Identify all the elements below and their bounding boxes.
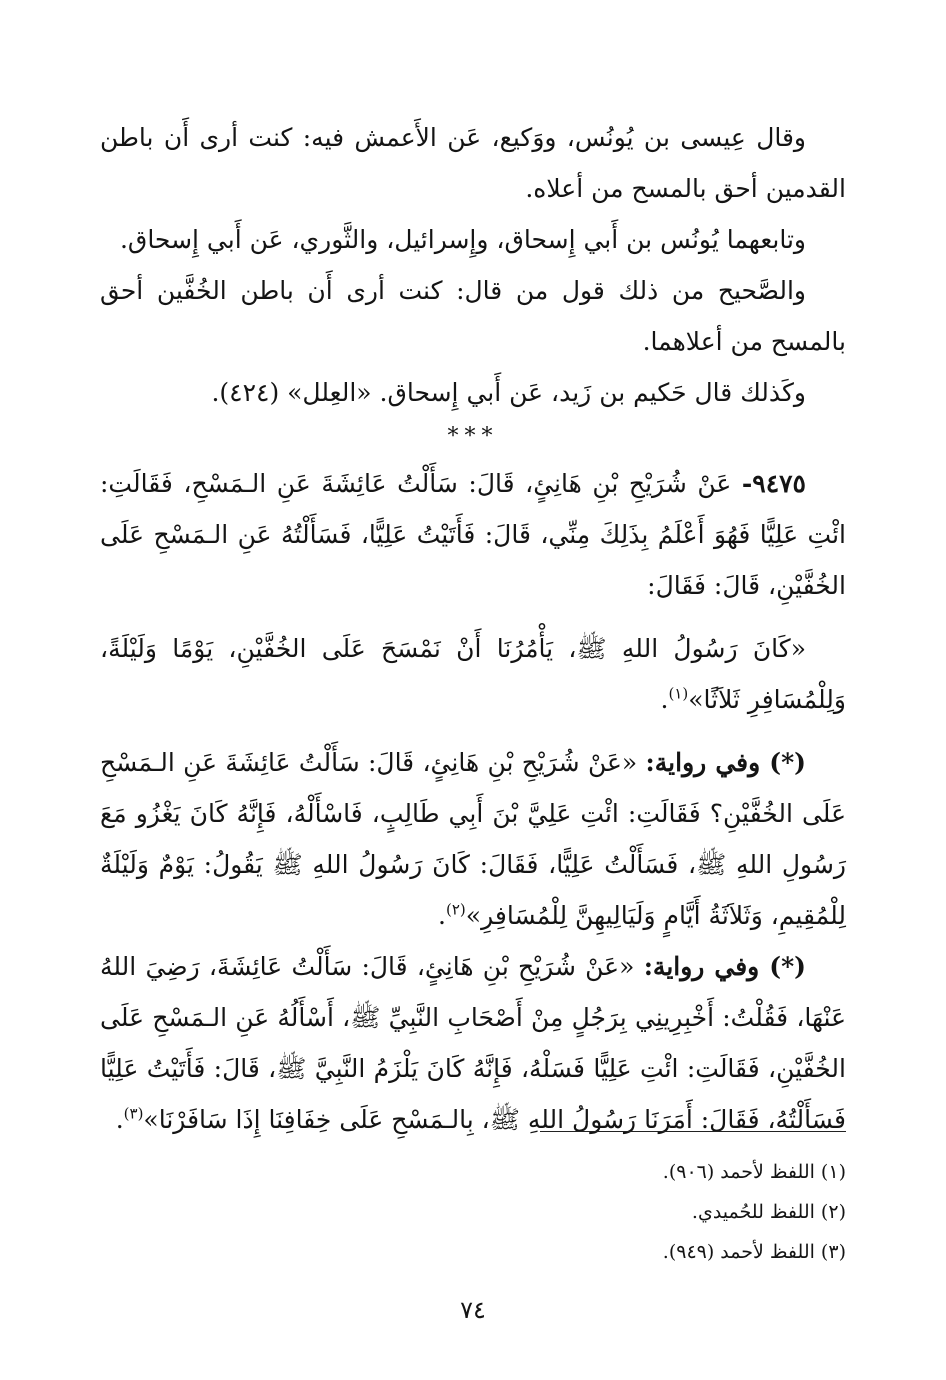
narration-1: (*) وفي رواية: «عَنْ شُرَيْحِ بْنِ هَانِئٍ، قَالَ: سَأَلْتُ عَائِشَةَ عَنِ الـمَسْحِ عَلَى الخُفَّيْنِ؟ فَقَالَتِ: ائْتِ عَلِيَّ بْنَ أَبِي طَالِبٍ، فَاسْأَلْهُ، فَإِنَّهُ كَانَ يَغْزُو مَعَ رَسُولِ اللهِ ﷺ، فَسَأَلْتُ عَلِيًّا، فَقَالَ: كَانَ رَسُولُ اللهِ ﷺ يَقُولُ: يَوْمٌ وَلَيْلَةٌ لِلْمُقِيمِ، وَثَلاَثَةُ أَيَّامٍ وَلَيَالِيهِنَّ لِلْمُسَافِرِ»$^{(٢)}$. <box>100 748 846 930</box>
hadith-main <box>100 458 846 611</box>
narration-text: «عَنْ شُرَيْحِ بْنِ هَانِئٍ، قَالَ: سَأَلْتُ عَائِشَةَ عَنِ الـمَسْحِ عَلَى الخُفَّيْنِ؟ فَقَالَتِ: ائْتِ عَلِيَّ بْنَ أَبِي طَالِبٍ، فَاسْأَلْهُ، فَإِنَّهُ كَانَ يَغْزُو مَعَ رَسُولِ اللهِ ﷺ، فَسَأَلْتُ عَلِيًّا، فَقَالَ: كَانَ رَسُولُ اللهِ ﷺ يَقُولُ: يَوْمٌ وَلَيْلَةٌ لِلْمُقِيمِ، وَثَلاَثَةُ أَيَّامٍ وَلَيَالِيهِنَّ لِلْمُسَافِرِ» <box>100 748 846 930</box>
footnote-2: (٢) اللفظ للحُميدي. <box>691 1201 846 1223</box>
footnote-ref-3: (٣) <box>123 1104 144 1123</box>
footnote-3: (٣) اللفظ لأحمد (٩٤٩). <box>662 1241 846 1263</box>
hadith-quote: «كَانَ رَسُولُ اللهِ ﷺ، يَأْمُرُنَا أَنْ نَمْسَحَ عَلَى الخُفَّيْنِ، يَوْمًا وَلَيْلَةً، وَلِلْمُسَافِرِ ثَلاَثًا»$^{(١)}$. <box>100 634 846 714</box>
footnote-1: (١) اللفظ لأحمد (٩٠٦). <box>662 1161 846 1183</box>
narration-marker: (*) وفي رواية: <box>643 952 807 981</box>
footnote-ref-2: (٢) <box>446 900 466 919</box>
section-separator: *** <box>447 424 499 449</box>
page-body <box>100 112 846 1145</box>
hadith-quote-text: «كَانَ رَسُولُ اللهِ ﷺ، يَأْمُرُنَا أَنْ نَمْسَحَ عَلَى الخُفَّيْنِ، يَوْمًا وَلَيْلَةً، وَلِلْمُسَافِرِ ثَلاَثًا» <box>100 634 846 714</box>
hadith-number: ٩٤٧٥- <box>741 469 806 498</box>
paragraph-hakim-ibn-zayd: وكَذلك قال حَكيم بن زَيد، عَن أَبي إِسحاق. «العِلل» (٤٢٤). <box>211 378 806 407</box>
paragraph-tabaahuma: وتابعهما يُونُس بن أَبي إِسحاق، وإِسرائيل، والثَّوري، عَن أَبي إِسحاق. <box>119 225 806 254</box>
hadith-text: عَنْ شُرَيْحِ بْنِ هَانِئٍ، قَالَ: سَأَلْتُ عَائِشَةَ عَنِ الـمَسْحِ، فَقَالَتِ: ائْتِ عَلِيًّا فَهُوَ أَعْلَمُ بِذَلِكَ مِنِّي، قَالَ: فَأَتَيْتُ عَلِيًّا، فَسَأَلْتُهُ عَنِ الـمَسْحِ عَلَى الخُفَّيْنِ، قَالَ: فَقَالَ: <box>100 469 846 600</box>
paragraph-isa-ibn-yunus: وقال عِيسى بن يُونُس، ووَكيع، عَن الأَعمش فيه: كنت أرى أَن باطن القدمين أحق بالمسح من أعلاه. <box>100 123 846 203</box>
footnote-ref-1: (١) <box>668 684 689 703</box>
page-number: ٧٤ <box>460 1296 486 1324</box>
footnotes <box>100 1152 846 1272</box>
paragraph-sahih: والصَّحيح من ذلك قول من قال: كنت أرى أَن باطن الخُفَّين أحق بالمسح من أعلاهما. <box>100 276 846 356</box>
narration-marker: (*) وفي رواية: <box>645 748 806 777</box>
narration-text: «عَنْ شُرَيْحِ بْنِ هَانِئٍ، قَالَ: سَأَلْتُ عَائِشَةَ، رَضِيَ اللهُ عَنْهَا، فَقُلْتُ: أَخْبِرِينِي بِرَجُلٍ مِنْ أَصْحَابِ النَّبِيِّ ﷺ، أَسْأَلُهُ عَنِ الـمَسْحِ عَلَى الخُفَّيْنِ، فَقَالَتِ: ائْتِ عَلِيًّا فَسَلْهُ، فَإِنَّهُ كَانَ يَلْزَمُ النَّبِيَّ ﷺ، قَالَ: فَأَتَيْتُ عَلِيًّا فَسَأَلْتُهُ، فَقَالَ: أَمَرَنَا رَسُولُ اللهِ ﷺ، بِالـمَسْحِ عَلَى خِفَافِنَا إِذَا سَافَرْنَا» <box>100 952 846 1134</box>
narration-2: (*) وفي رواية: «عَنْ شُرَيْحِ بْنِ هَانِئٍ، قَالَ: سَأَلْتُ عَائِشَةَ، رَضِيَ اللهُ عَنْهَا، فَقُلْتُ: أَخْبِرِينِي بِرَجُلٍ مِنْ أَصْحَابِ النَّبِيِّ ﷺ، أَسْأَلُهُ عَنِ الـمَسْحِ عَلَى الخُفَّيْنِ، فَقَالَتِ: ائْتِ عَلِيًّا فَسَلْهُ، فَإِنَّهُ كَانَ يَلْزَمُ النَّبِيَّ ﷺ، قَالَ: فَأَتَيْتُ عَلِيًّا فَسَأَلْتُهُ، فَقَالَ: أَمَرَنَا رَسُولُ اللهِ ﷺ، بِالـمَسْحِ عَلَى خِفَافِنَا إِذَا سَافَرْنَا»$^{(٣)}$. <box>100 952 846 1134</box>
footnote-divider <box>540 1131 846 1132</box>
